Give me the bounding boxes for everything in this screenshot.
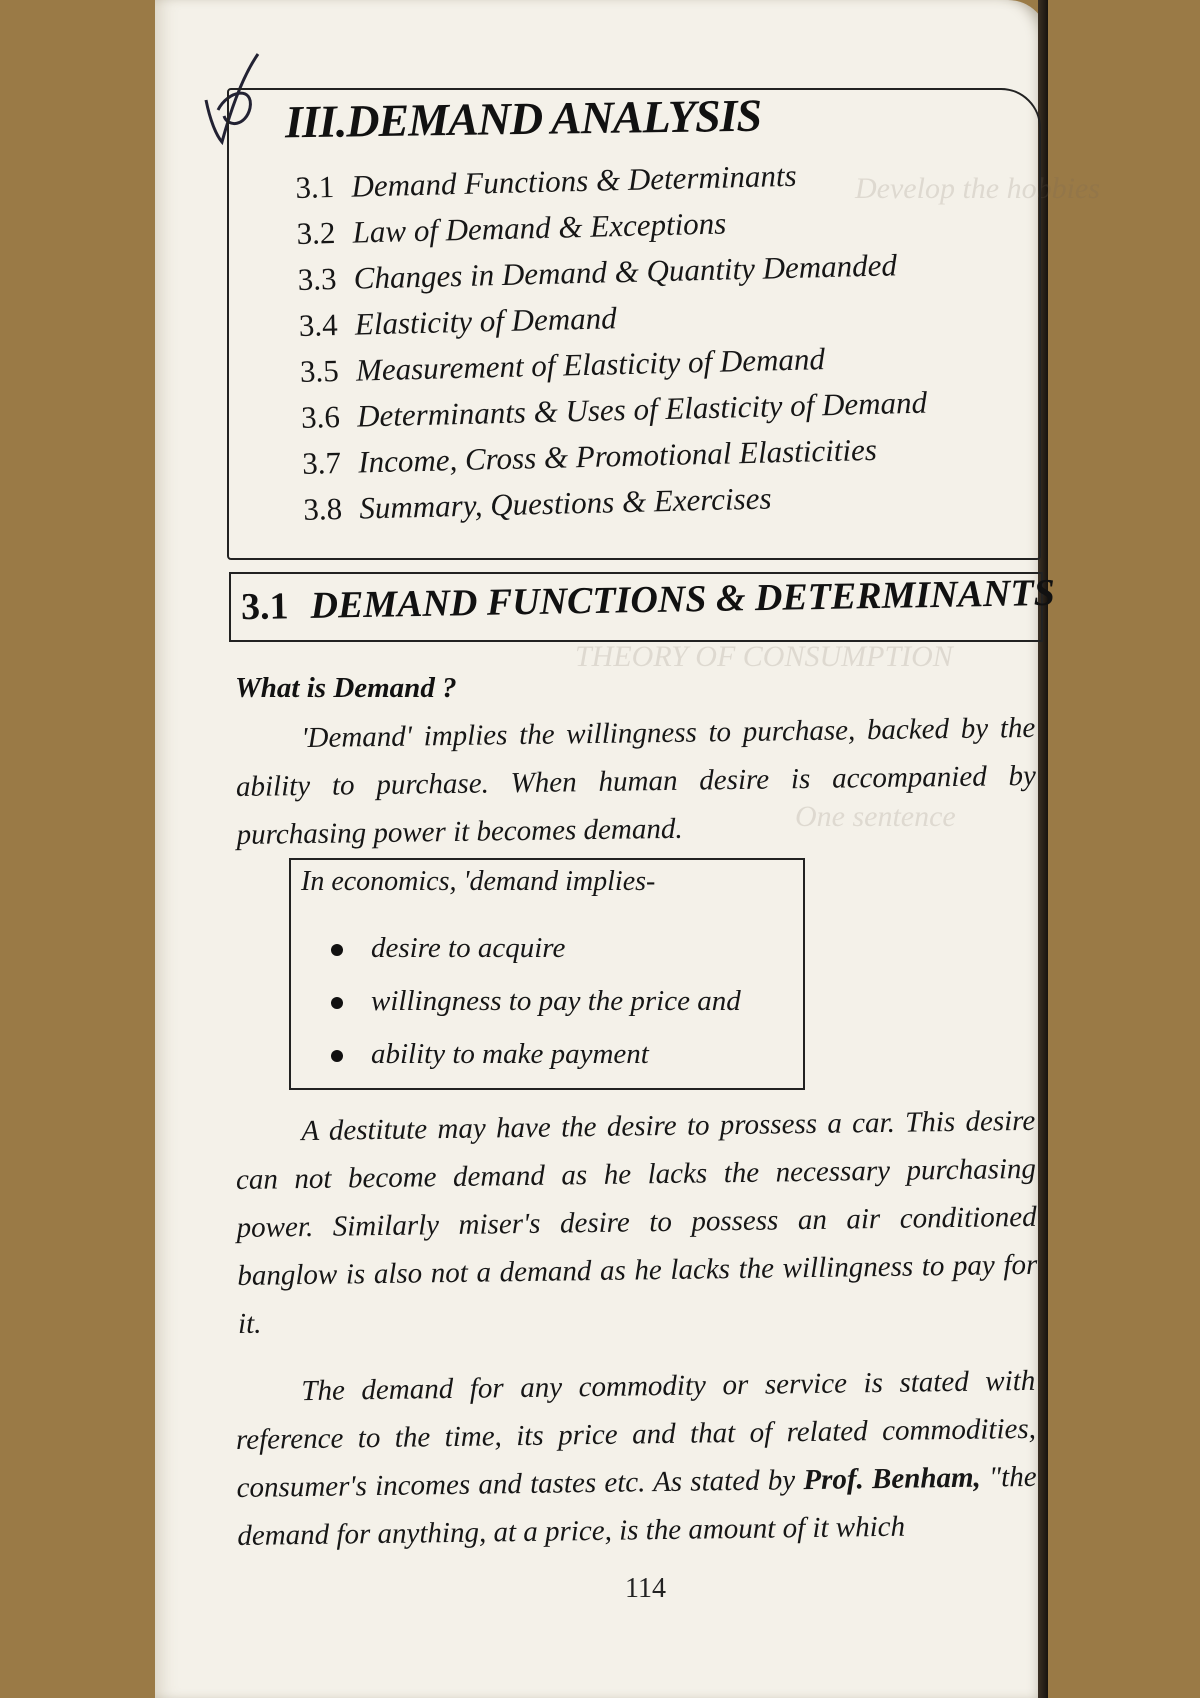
- demand-implies-heading: In economics, 'demand implies-: [301, 866, 656, 897]
- toc-item-title: Income, Cross & Promotional Elasticities: [357, 431, 878, 480]
- toc-item-title: Law of Demand & Exceptions: [352, 205, 727, 250]
- author-name: Prof. Benham,: [803, 1461, 981, 1497]
- toc-item-number: 3.5: [299, 352, 340, 389]
- book-page: [155, 0, 1100, 1698]
- toc-item-number: 3.2: [296, 215, 336, 251]
- toc-item-number: 3.6: [300, 398, 341, 435]
- bleed-through-2: Develop the hobbies: [855, 172, 1100, 205]
- bullet-icon: [331, 944, 343, 956]
- paragraph-benham: [235, 1357, 1038, 1560]
- toc-item-title: Demand Functions & Determinants: [351, 157, 797, 204]
- paragraph-text: The demand for any commodity or service is stated with reference to the time, its price and that of related commodities, consumer's incomes and tastes etc. As stated by: [235, 1364, 1037, 1504]
- demand-implies-list: [331, 922, 741, 1081]
- section-title-text: DEMAND FUNCTIONS & DETERMINANTS: [310, 571, 1056, 627]
- section-number: 3.1: [240, 585, 289, 629]
- toc-item-number: 3.4: [298, 307, 339, 343]
- bleed-through-3: One sentence: [795, 800, 956, 833]
- bullet-icon: [331, 997, 343, 1009]
- list-item: [331, 1028, 741, 1081]
- quote-text: "the demand for anything, at a price, is the amount of it which: [237, 1460, 1037, 1552]
- list-item: [331, 975, 741, 1028]
- toc-item-number: 3.1: [295, 169, 335, 205]
- toc-item-title: Determinants & Uses of Elasticity of Demand: [356, 384, 928, 434]
- toc-item-number: 3.7: [301, 444, 342, 481]
- chapter-title: III.DEMAND ANALYSIS: [284, 89, 762, 148]
- toc-item-number: 3.8: [302, 490, 343, 527]
- list-item-text: willingness to pay the price and: [371, 985, 741, 1017]
- toc-item-title: Summary, Questions & Exercises: [358, 480, 772, 526]
- toc-item-title: Elasticity of Demand: [354, 300, 617, 342]
- list-item-text: desire to acquire: [371, 932, 566, 964]
- page-number: 114: [625, 1573, 666, 1604]
- paragraph-destitute-example: A destitute may have the desire to prossess a car. This desire can not become demand as he lacks the necessary purchasing power. Similarly miser's desire to possess an air conditioned banglow is also not a demand as he lacks the willingness to pay for it.: [235, 1104, 1038, 1340]
- list-item: [331, 922, 741, 975]
- subheading: What is Demand ?: [235, 672, 457, 704]
- list-item-text: ability to make payment: [371, 1038, 649, 1070]
- toc-item-title: Measurement of Elasticity of Demand: [355, 341, 826, 388]
- chapter-contents-list: [295, 150, 930, 533]
- toc-item-number: 3.3: [297, 261, 337, 297]
- bleed-through-1: THEORY OF CONSUMPTION: [575, 640, 953, 673]
- paragraph-demand-definition: 'Demand' implies the willingness to purchase, backed by the ability to purchase. When human desire is accompanied by purchasing power it becomes demand.: [235, 711, 1037, 851]
- toc-item-title: Changes in Demand & Quantity Demanded: [353, 247, 898, 296]
- bullet-icon: [331, 1050, 343, 1062]
